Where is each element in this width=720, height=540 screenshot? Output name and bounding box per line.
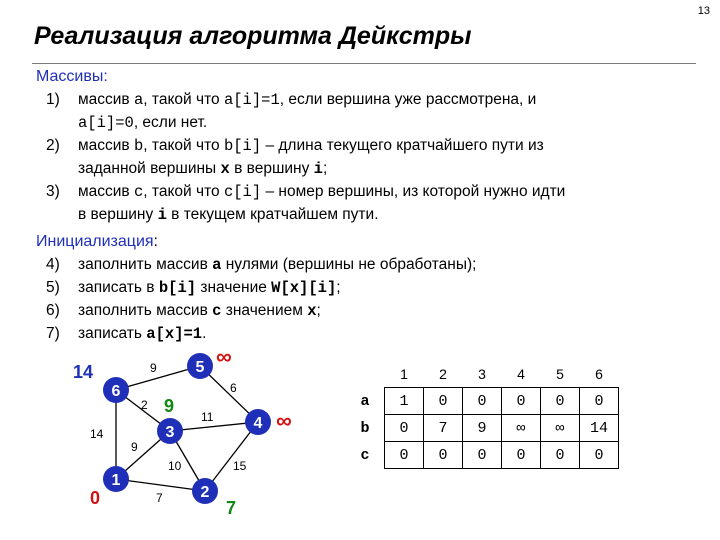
table-cell: 0 — [385, 442, 424, 469]
edge-weight: 15 — [233, 459, 247, 473]
init-step-7: записать a[x]=1. — [78, 325, 207, 343]
table-cell: 0 — [541, 442, 580, 469]
table-row — [346, 388, 619, 415]
edge-weight: 7 — [156, 491, 163, 505]
init-step-5: записать в b[i] значение W[x][i]; — [78, 279, 341, 297]
table-cell: 14 — [580, 415, 619, 442]
table-cell: 0 — [502, 388, 541, 415]
array-b-line1: массив b, такой что b[i] – длина текущего кратчайшего пути из — [78, 137, 544, 155]
node-label: 1 — [111, 472, 121, 489]
row-label: b — [346, 415, 385, 442]
node-label: 4 — [253, 415, 263, 432]
item-number: 6) — [46, 302, 60, 319]
distance-label-4: ∞ — [276, 408, 292, 433]
item-number: 2) — [46, 137, 60, 154]
array-c-line2: в вершину i в текущем кратчайшем пути. — [78, 206, 379, 224]
node-label: 2 — [200, 484, 210, 501]
array-a-line1: массив a, такой что a[i]=1, если вершина уже рассмотрена, и — [78, 91, 537, 109]
table-cell: 1 — [385, 388, 424, 415]
table-row — [346, 415, 619, 442]
table-cell: 0 — [385, 415, 424, 442]
array-c-line1: массив c, такой что c[i] – номер вершины, из которой нужно идти — [78, 183, 566, 201]
edge-weight: 11 — [201, 410, 214, 424]
array-a-line2: a[i]=0, если нет. — [78, 114, 208, 132]
item-number: 1) — [46, 91, 60, 108]
init-step-4: заполнить массив a нулями (вершины не обработаны); — [78, 256, 477, 274]
table-cell: 0 — [580, 442, 619, 469]
array-b-line2: заданной вершины x в вершину i; — [78, 160, 328, 178]
row-label: c — [346, 442, 385, 469]
page-number: 13 — [697, 5, 710, 17]
table-cell: 0 — [580, 388, 619, 415]
distance-label-3: 9 — [164, 396, 175, 416]
table-row — [346, 442, 619, 469]
init-step-6: заполнить массив c значением x; — [78, 302, 321, 320]
table-cell: 0 — [502, 442, 541, 469]
edge-weight: 6 — [230, 381, 237, 395]
edge-1-2 — [116, 479, 205, 491]
table-cell: 0 — [541, 388, 580, 415]
distance-label-2: 7 — [226, 498, 237, 518]
table-header-row — [346, 361, 619, 388]
arrays-table — [346, 361, 619, 469]
node-label: 3 — [165, 424, 175, 441]
edge-4-2 — [205, 422, 258, 491]
table-cell: 9 — [463, 415, 502, 442]
column-header: 4 — [502, 361, 541, 388]
distance-label-1: 0 — [90, 488, 101, 508]
table-cell: ∞ — [502, 415, 541, 442]
column-header: 2 — [424, 361, 463, 388]
item-number: 5) — [46, 279, 60, 296]
column-header: 5 — [541, 361, 580, 388]
node-label: 5 — [195, 359, 205, 376]
edge-weight: 10 — [168, 459, 182, 473]
column-header: 1 — [385, 361, 424, 388]
edge-3-4 — [170, 422, 258, 431]
column-header: 3 — [463, 361, 502, 388]
init-heading: Инициализация: — [36, 233, 158, 250]
table-cell: 0 — [424, 442, 463, 469]
edge-weight: 2 — [141, 398, 148, 412]
row-label: a — [346, 388, 385, 415]
table-cell: 0 — [424, 388, 463, 415]
arrays-heading: Массивы: — [36, 68, 108, 85]
distance-label-6: 14 — [73, 362, 94, 382]
column-header: 6 — [580, 361, 619, 388]
edge-6-5 — [116, 366, 200, 390]
item-number: 3) — [46, 183, 60, 200]
table-cell: 7 — [424, 415, 463, 442]
edge-weight: 9 — [150, 361, 157, 375]
edge-weight: 14 — [90, 427, 104, 441]
table-cell: 0 — [463, 442, 502, 469]
slide-title: Реализация алгоритма Дейкстры — [34, 22, 472, 50]
edge-weight: 9 — [131, 440, 138, 454]
table-cell: ∞ — [541, 415, 580, 442]
distance-label-5: ∞ — [216, 344, 232, 369]
table-cell: 0 — [463, 388, 502, 415]
item-number: 7) — [46, 325, 60, 342]
node-label: 6 — [111, 383, 121, 400]
item-number: 4) — [46, 256, 60, 273]
